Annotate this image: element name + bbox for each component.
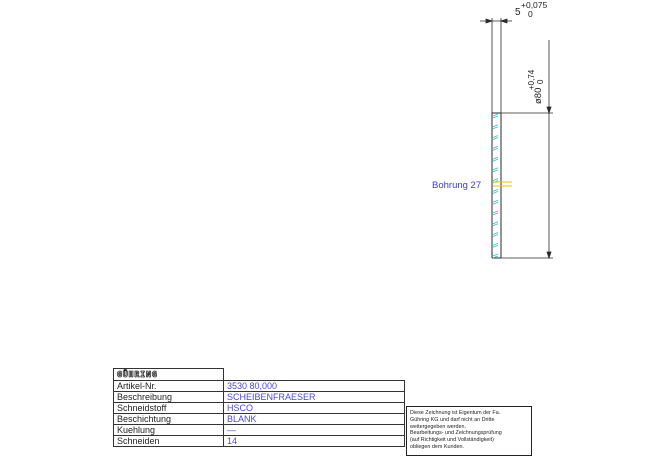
- diameter-dimension-line: [547, 40, 551, 258]
- logo-row: [114, 369, 405, 381]
- tooth-mark: [493, 125, 498, 129]
- width-dim-lower: 0: [528, 9, 533, 19]
- tooth-mark: [493, 189, 498, 193]
- width-extension-lines: [492, 18, 501, 113]
- diameter-dim-lower: 0: [536, 79, 545, 84]
- guehring-logo: GÜHRING: [117, 370, 158, 379]
- row-label: Schneiden: [114, 436, 224, 447]
- tooth-mark: [493, 136, 498, 140]
- width-dimension-line: [480, 19, 512, 23]
- tooth-mark: [493, 222, 498, 226]
- row-label: Artikel-Nr.: [114, 381, 224, 392]
- title-block: [113, 368, 405, 447]
- diameter-dim-base: ø80: [533, 87, 544, 104]
- tooth-mark: [493, 254, 498, 258]
- logo-spacer: [224, 369, 405, 381]
- ownership-note: [406, 406, 532, 456]
- tooth-mark: [493, 243, 498, 247]
- tooth-mark: [493, 211, 498, 215]
- note-line: obliegen dem Kunden.: [410, 443, 464, 450]
- diameter-dim-text: [527, 69, 545, 104]
- diameter-dim-upper: +0,74: [527, 69, 536, 90]
- note-line: (auf Richtigkeit und Vollständigkeit): [410, 437, 494, 444]
- row-label: Kuehlung: [114, 425, 224, 436]
- tooth-mark: [493, 233, 498, 237]
- tooth-mark: [493, 157, 498, 161]
- tooth-mark: [493, 146, 498, 150]
- table-row: [114, 392, 405, 403]
- row-value: BLANK: [224, 414, 405, 425]
- row-label: Beschreibung: [114, 392, 224, 403]
- table-row: [114, 436, 405, 447]
- table-row: [114, 425, 405, 436]
- tooth-mark: [493, 200, 498, 204]
- row-value: —: [224, 425, 405, 436]
- table-row: [114, 403, 405, 414]
- note-line: Diese Zeichnung ist Eigentum der Fa.: [410, 410, 501, 416]
- row-value: HSCO: [224, 403, 405, 414]
- table-row: [114, 414, 405, 425]
- logo-cell: [114, 369, 224, 381]
- tooth-mark: [493, 114, 498, 118]
- tooth-mark: [493, 168, 498, 172]
- note-line: weitergegeben werden.: [410, 423, 467, 430]
- row-label: Schneidstoff: [114, 403, 224, 414]
- row-label: Beschichtung: [114, 414, 224, 425]
- width-dim-upper: +0,075: [521, 0, 548, 10]
- bore-label: Bohrung 27: [432, 180, 482, 191]
- diameter-extension-lines: [501, 113, 553, 258]
- row-value: 3530 80,000: [224, 381, 405, 392]
- table-row: [114, 381, 405, 392]
- bore-marks: [493, 182, 512, 186]
- row-value: SCHEIBENFRAESER: [224, 392, 405, 403]
- row-value: 14: [224, 436, 405, 447]
- note-line: Bearbeitungs- und Zeichnungsprüfung: [410, 430, 502, 437]
- note-line: Gühring KG und darf nicht an Dritte: [410, 416, 495, 423]
- width-dim-base: 5: [515, 7, 521, 18]
